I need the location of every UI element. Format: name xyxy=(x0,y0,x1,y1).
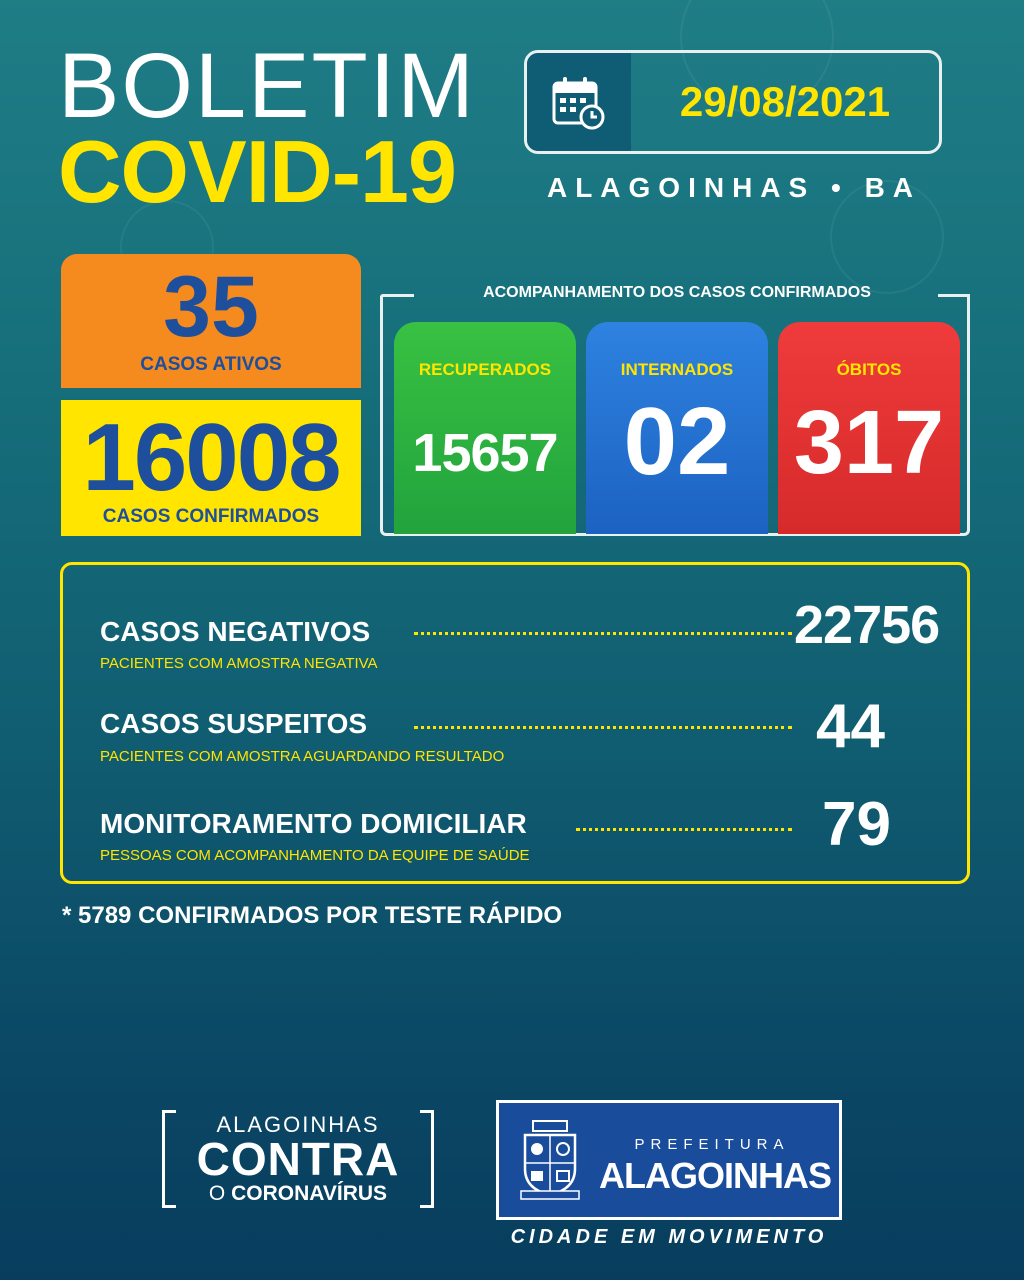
negative-cases-subtitle: PACIENTES COM AMOSTRA NEGATIVA xyxy=(100,655,378,672)
bulletin-date: 29/08/2021 xyxy=(679,78,891,125)
confirmed-cases-card xyxy=(61,400,361,536)
suspect-cases-value: 44 xyxy=(816,692,885,761)
campaign-prefix: O xyxy=(208,1182,226,1205)
panel-divider xyxy=(380,294,414,297)
active-cases-label: CASOS ATIVOS xyxy=(140,354,282,375)
location-label: ALAGOINHAS • BA xyxy=(546,172,922,203)
campaign-contra: CONTRA xyxy=(196,1133,400,1185)
rapid-test-footnote: * 5789 CONFIRMADOS POR TESTE RÁPIDO xyxy=(62,902,563,929)
suspect-cases-subtitle: PACIENTES COM AMOSTRA AGUARDANDO RESULTADO xyxy=(100,748,505,765)
deaths-card xyxy=(778,322,960,534)
recovered-value: 15657 xyxy=(412,423,558,483)
campaign-city: ALAGOINHAS xyxy=(216,1112,380,1137)
campaign-main: CORONAVÍRUS xyxy=(231,1182,388,1205)
home-monitoring-value: 79 xyxy=(822,790,891,859)
title-covid: COVID-19 xyxy=(58,122,456,221)
deaths-value: 317 xyxy=(793,393,945,493)
city-tagline: CIDADE EM MOVIMENTO xyxy=(510,1226,828,1248)
negative-cases-title: CASOS NEGATIVOS xyxy=(100,616,371,647)
campaign-coronavirus xyxy=(162,1182,434,1206)
home-monitoring-title: MONITORAMENTO DOMICILIAR xyxy=(100,808,527,839)
panel-divider xyxy=(938,294,970,297)
confirmed-cases-label: CASOS CONFIRMADOS xyxy=(102,506,320,527)
deaths-label: ÓBITOS xyxy=(836,360,902,379)
title-boletim: BOLETIM xyxy=(58,35,476,137)
negative-cases-value: 22756 xyxy=(794,595,940,655)
home-monitoring-subtitle: PESSOAS COM ACOMPANHAMENTO DA EQUIPE DE SAÚDE xyxy=(100,847,530,864)
date-box xyxy=(524,50,942,154)
recovered-label: RECUPERADOS xyxy=(418,360,552,379)
hospitalized-label: INTERNADOS xyxy=(620,360,734,379)
city-crest-icon xyxy=(519,1119,581,1201)
hospitalized-value: 02 xyxy=(623,388,731,495)
prefeitura-label: PREFEITURA xyxy=(634,1136,790,1153)
recovered-card xyxy=(394,322,576,534)
confirmed-cases-value: 16008 xyxy=(82,404,340,511)
dotted-leader xyxy=(414,632,792,635)
prefeitura-city: ALAGOINHAS xyxy=(599,1155,831,1196)
hospitalized-card xyxy=(586,322,768,534)
dotted-leader xyxy=(414,726,792,729)
calendar-clock-icon xyxy=(527,53,631,151)
suspect-cases-title: CASOS SUSPEITOS xyxy=(100,708,368,739)
campaign-logo xyxy=(162,1110,434,1208)
tracking-title: ACOMPANHAMENTO DOS CASOS CONFIRMADOS xyxy=(483,284,871,301)
active-cases-card xyxy=(61,254,361,388)
active-cases-value: 35 xyxy=(163,259,259,355)
prefeitura-logo xyxy=(496,1100,842,1220)
dotted-leader xyxy=(576,828,792,831)
